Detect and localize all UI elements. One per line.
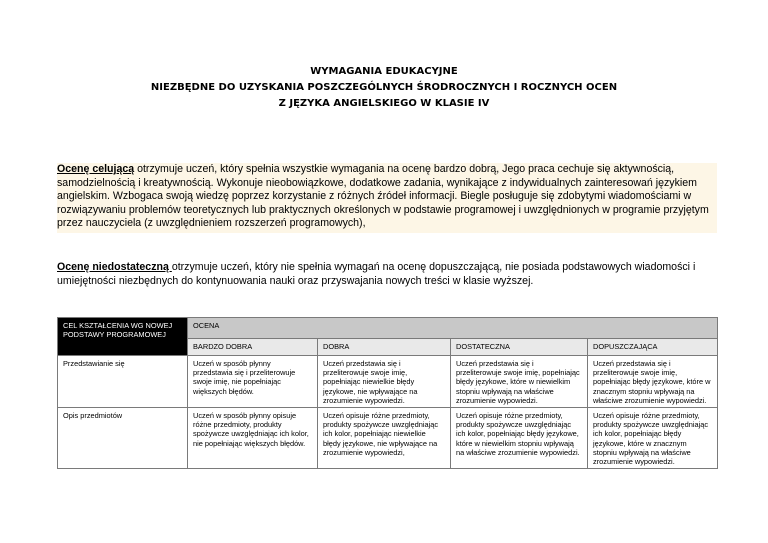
celujaca-term: Ocenę celującą (57, 163, 135, 175)
table-cell: Uczeń w sposób płynny przedstawia się i przeliterowuje swoje imię, nie popełniając większych błędów. (188, 356, 318, 408)
table-cell: Uczeń opisuje różne przedmioty, produkty spożywcze uwzględniając ich kolor, popełniając niewielkie błędy językowe, nie wpływające na zrozumienie wypowiedzi, (318, 408, 451, 469)
niedostateczna-text: otrzymuje uczeń, który nie spełnia wymagań na ocenę dopuszczającą, nie posiada podstawowych wiadomości i umiejętności niezbędnych do kontynuowania nauki oraz przyswajania nowych treści w klasie wyższej. (57, 261, 696, 287)
table-cell: Uczeń przedstawia się i przeliterowuje swoje imię, popełniając niewielkie błędy językowe, nie wpływające na zrozumienie wypowiedzi. (318, 356, 451, 408)
document-title (0, 64, 768, 112)
table-header-row (58, 318, 718, 339)
table-cell: Uczeń opisuje różne przedmioty, produkty spożywcze uwzględniając ich kolor, popełniając błędy językowe, które w znacznym stopniu wpływają na właściwe zrozumienie wypowiedzi. (588, 408, 718, 469)
goal-column-header: CEL KSZTAŁCENIA WG NOWEJ PODSTAWY PROGRAMOWEJ (58, 318, 188, 356)
title-line-3: Z JĘZYKA ANGIELSKIEGO W KLASIE IV (278, 98, 490, 109)
table-cell: Uczeń przedstawia się i przeliterowuje swoje imię, popełniając błędy językowe, które w niewielkim stopniu wpływają na właściwe zrozumienie wypowiedzi. (451, 356, 588, 408)
table-cell: Uczeń opisuje różne przedmioty, produkty spożywcze uwzględniając ich kolor, popełniając błędy językowe, które w niewielkim stopniu wpływają na właściwe zrozumienie wypowiedzi. (451, 408, 588, 469)
title-line-1: WYMAGANIA EDUKACYJNE (310, 66, 458, 77)
niedostateczna-paragraph (57, 261, 717, 288)
table-row (58, 408, 718, 469)
ocena-header: OCENA (188, 318, 718, 339)
goal-cell: Opis przedmiotów (58, 408, 188, 469)
celujaca-text: otrzymuje uczeń, który spełnia wszystkie wymagania na ocenę bardzo dobrą, Jego praca cechuje się aktywnością, samodzielnością i kreatywnością. Wykonuje nieobowiązkowe, dodatkowe zadania, wynikające z indywidualnych zainteresowań językiem angielskim. Wzbogaca swoją wiedzę poprzez korzystanie z różnych źródeł informacji. Biegle posługuje się zdobytymi wiadomościami w rozwiązywaniu problemów teoretycznych lub praktycznych określonych w podstawie programowej i uwzględnionych w programie przyjętym przez nauczyciela (z uwzględnieniem rozszerzeń programowych), (57, 163, 709, 230)
level-header-dopuszczajaca: DOPUSZCZAJĄCA (588, 339, 718, 356)
level-header-bardzo-dobra: BARDZO DOBRA (188, 339, 318, 356)
level-header-dobra: DOBRA (318, 339, 451, 356)
niedostateczna-term: Ocenę niedostateczną (57, 261, 172, 273)
goal-cell: Przedstawianie się (58, 356, 188, 408)
table-row (58, 356, 718, 408)
requirements-table (57, 317, 718, 469)
title-line-2: NIEZBĘDNE DO UZYSKANIA POSZCZEGÓLNYCH ŚRODROCZNYCH I ROCZNYCH OCEN (150, 82, 618, 93)
table-cell: Uczeń w sposób płynny opisuje różne przedmioty, produkty spożywcze uwzględniając ich kolor, nie popełniając większych błędów. (188, 408, 318, 469)
table-cell: Uczeń przedstawia się i przeliterowuje swoje imię, popełniając błędy językowe, które w znacznym stopniu wpływają na właściwe zrozumienie wypowiedzi. (588, 356, 718, 408)
celujaca-paragraph (57, 163, 717, 233)
level-header-dostateczna: DOSTATECZNA (451, 339, 588, 356)
